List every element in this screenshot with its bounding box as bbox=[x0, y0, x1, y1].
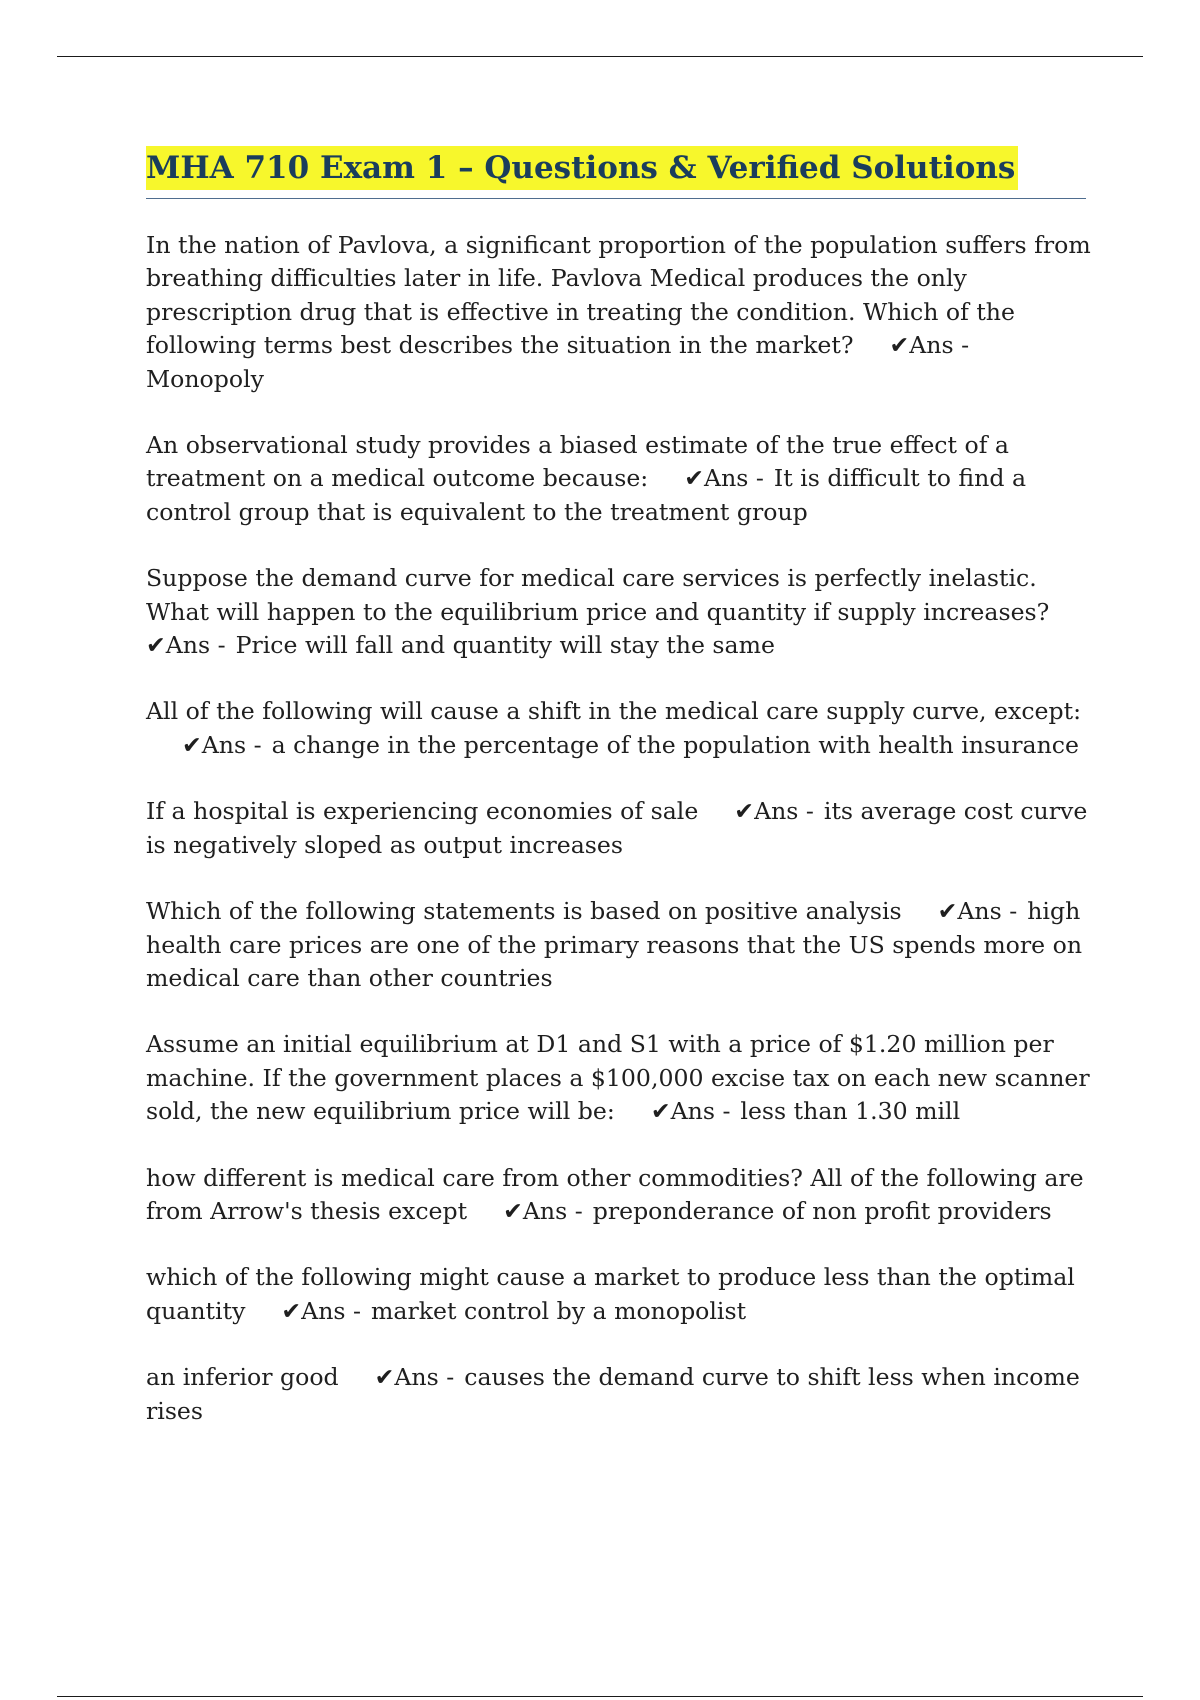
qa-item bbox=[146, 1261, 1091, 1328]
question-text: Suppose the demand curve for medical care services is perfectly inelastic. What will happen to the equilibrium price and quantity if supply increases? bbox=[146, 564, 1050, 626]
header-rule bbox=[57, 56, 1143, 57]
answer-marker: ✔Ans bbox=[734, 797, 799, 826]
answer-separator: - bbox=[755, 464, 764, 493]
answer-separator: - bbox=[805, 797, 814, 826]
answer-marker: ✔Ans bbox=[281, 1296, 346, 1325]
qa-item bbox=[146, 429, 1091, 529]
answer-marker: ✔Ans bbox=[650, 1097, 715, 1126]
answer-marker: ✔Ans bbox=[146, 631, 211, 660]
question-text: Assume an initial equilibrium at D1 and S1 with a price of $1.20 million per machine. If the government places a $100,000 excise tax on each new scanner sold, the new equilibrium price will be: bbox=[146, 1030, 1090, 1126]
answer-separator: - bbox=[253, 730, 262, 759]
answer-separator: - bbox=[722, 1097, 731, 1126]
qa-list bbox=[146, 229, 1091, 1461]
question-text: how different is medical care from other commodities? All of the following are from Arrow's thesis except bbox=[146, 1163, 1084, 1225]
question-text: In the nation of Pavlova, a significant proportion of the population suffers from breathing difficulties later in life. Pavlova Medical produces the only prescription drug that is effective in treating the condition. Which of the following terms best describes the situation in the market? bbox=[146, 231, 1091, 360]
answer-separator: - bbox=[446, 1363, 455, 1392]
question-text: an inferior good bbox=[146, 1363, 339, 1392]
qa-item bbox=[146, 229, 1091, 396]
answer-text: less than 1.30 mill bbox=[740, 1097, 961, 1126]
answer-marker: ✔Ans bbox=[182, 730, 247, 759]
document-title: MHA 710 Exam 1 – Questions & Verified Solutions bbox=[146, 146, 1018, 190]
answer-separator: - bbox=[353, 1296, 362, 1325]
answer-text: market control by a monopolist bbox=[371, 1296, 747, 1325]
answer-text: high health care prices are one of the primary reasons that the US spends more on medical care than other countries bbox=[146, 897, 1083, 992]
qa-item bbox=[146, 1028, 1091, 1128]
answer-separator: - bbox=[217, 631, 226, 660]
title-block bbox=[146, 146, 1086, 199]
answer-marker: ✔Ans bbox=[503, 1196, 568, 1225]
answer-separator: - bbox=[1009, 897, 1018, 926]
answer-marker: ✔Ans bbox=[889, 331, 954, 360]
qa-item bbox=[146, 695, 1091, 762]
qa-item bbox=[146, 795, 1091, 862]
answer-marker: ✔Ans bbox=[374, 1363, 439, 1392]
question-text: If a hospital is experiencing economies of sale bbox=[146, 797, 699, 826]
answer-text: causes the demand curve to shift less when income rises bbox=[146, 1363, 1080, 1425]
answer-text: a change in the percentage of the population with health insurance bbox=[271, 730, 1079, 759]
question-text: which of the following might cause a market to produce less than the optimal quantity bbox=[146, 1263, 1075, 1325]
answer-text: It is difficult to find a control group that is equivalent to the treatment group bbox=[146, 464, 1027, 526]
answer-marker: ✔Ans bbox=[937, 897, 1002, 926]
qa-item bbox=[146, 1162, 1091, 1229]
qa-item bbox=[146, 562, 1091, 662]
answer-marker: ✔Ans bbox=[684, 464, 749, 493]
answer-text: preponderance of non profit providers bbox=[592, 1196, 1052, 1225]
question-text: All of the following will cause a shift in the medical care supply curve, except: bbox=[146, 697, 1082, 726]
answer-separator: - bbox=[961, 331, 970, 360]
question-text: Which of the following statements is based on positive analysis bbox=[146, 897, 902, 926]
footer-rule bbox=[57, 1696, 1143, 1697]
qa-item bbox=[146, 1361, 1091, 1428]
answer-text: Price will fall and quantity will stay the same bbox=[235, 631, 775, 660]
qa-item bbox=[146, 895, 1091, 995]
question-text: An observational study provides a biased estimate of the true effect of a treatment on a medical outcome because: bbox=[146, 431, 1009, 493]
answer-text: its average cost curve is negatively sloped as output increases bbox=[146, 797, 1088, 859]
answer-separator: - bbox=[574, 1196, 583, 1225]
answer-text: Monopoly bbox=[146, 364, 264, 393]
